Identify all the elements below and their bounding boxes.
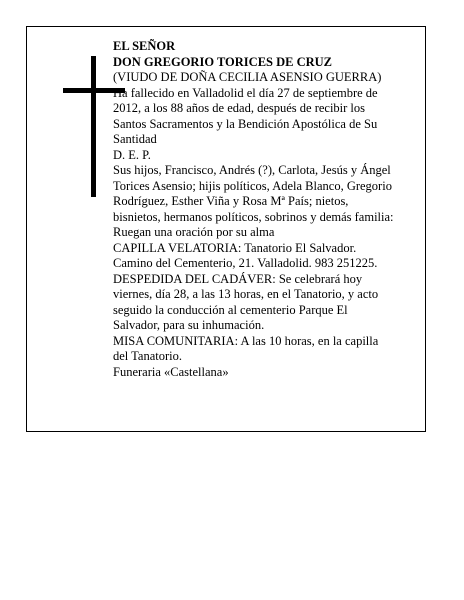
cross-vertical-bar [91, 56, 96, 197]
death-paragraph-line-2: 2012, a los 88 años de edad, después de recibir los [113, 101, 366, 115]
farewell-line-4: Salvador, para su inhumación. [113, 318, 265, 332]
rip-line: D. E. P. [113, 147, 151, 162]
mass-line-1: MISA COMUNITARIA: A las 10 horas, en la capilla [113, 333, 379, 348]
mass-line-2: del Tanatorio. [113, 349, 183, 363]
death-paragraph-line-1: Ha fallecido en Valladolid el día 27 de septiembre de [113, 85, 378, 100]
chapel-line-1: CAPILLA VELATORIA: Tanatorio El Salvador. [113, 240, 357, 255]
chapel-line-2: Camino del Cementerio, 21. Valladolid. 983 251225. [113, 256, 378, 270]
prayer-request: Ruegan una oración por su alma [113, 225, 275, 239]
funeral-home: Funeraria «Castellana» [113, 364, 229, 379]
family-paragraph-line-1: Sus hijos, Francisco, Andrés (?), Carlota, Jesús y Ángel [113, 163, 391, 177]
deceased-name: DON GREGORIO TORICES DE CRUZ [113, 54, 333, 69]
obituary-notice [26, 26, 426, 432]
farewell-line-2: viernes, día 28, a las 13 horas, en el Tanatorio, y acto [113, 287, 379, 301]
heading-title: EL SEÑOR [113, 39, 176, 53]
death-paragraph-line-3: Santos Sacramentos y la Bendición Apostólica de Su [113, 116, 378, 131]
widower-line: (VIUDO DE DOÑA CECILIA ASENSIO GUERRA) [113, 70, 382, 84]
farewell-line-1: DESPEDIDA DEL CADÁVER: Se celebrará hoy [113, 271, 363, 286]
family-paragraph-line-4: bisnietos, hermanos políticos, sobrinos y demás familia: [113, 209, 394, 224]
farewell-line-3: seguido la conducción al cementerio Parque El [113, 302, 348, 317]
death-paragraph-line-4: Santidad [113, 132, 157, 146]
family-paragraph-line-2: Torices Asensio; hijis políticos, Adela Blanco, Gregorio [113, 178, 392, 193]
notice-text [113, 39, 425, 380]
family-paragraph-line-3: Rodríguez, Esther Viña y Rosa Mª País; nietos, [113, 194, 349, 208]
